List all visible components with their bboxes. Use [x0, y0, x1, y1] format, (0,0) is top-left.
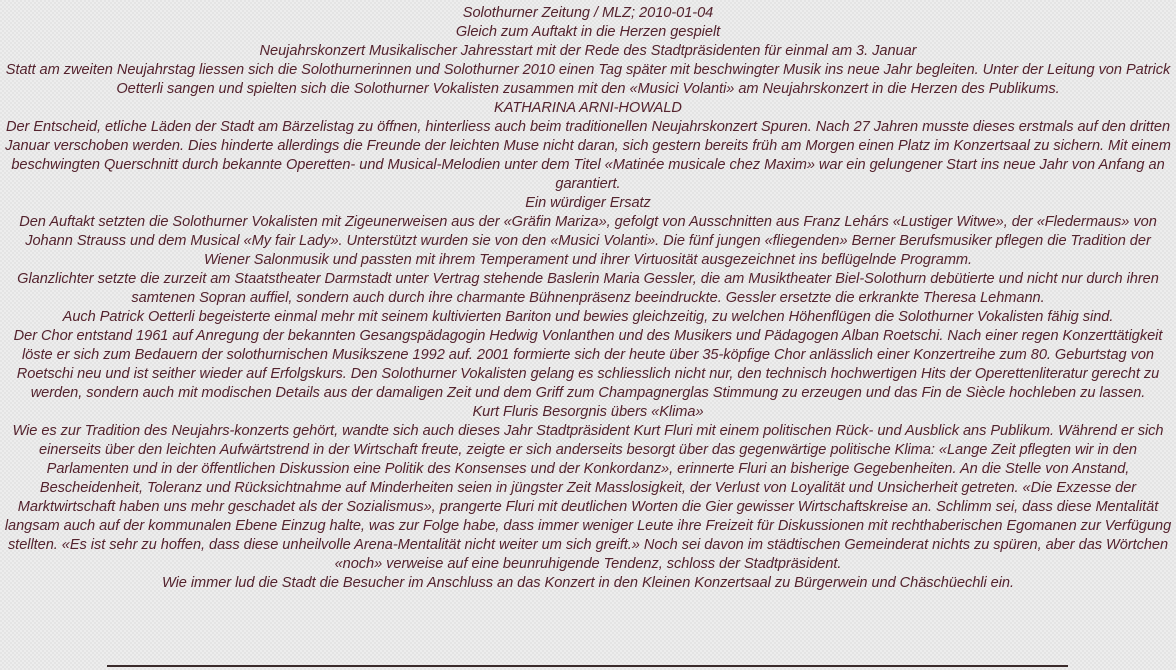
article-paragraph-7: Wie immer lud die Stadt die Besucher im Anschluss an das Konzert in den Kleinen Konzertsaal zu Bürgerwein und Chäschüechli ein. — [161, 575, 1015, 591]
article-paragraph-1: Der Entscheid, etliche Läden der Stadt am Bärzelistag zu öffnen, hinterliess auch beim traditionellen Neujahrskonzert Spuren. Nach 27 Jahren musste dieses erstmals auf den dritten Januar verschoben werden. Dies hinderte allerdings die Freunde der leichten Muse nicht daran, sich gestern bereits früh am Morgen einen Platz im Konzertsaal zu sichern. Mit einem beschwingten Querschnitt durch bekannte Operetten- und Musical-Melodien unter dem Titel «Matinée musicale chez Maxim» war ein gelungener Start ins neue Jahr von Anfang an garantiert. — [5, 119, 1171, 192]
article-paragraph-5: Der Chor entstand 1961 auf Anregung der bekannten Gesangspädagogin Hedwig Vonlanthen und des Musikers und Pädagogen Alban Roetschi. Nach einer regen Konzerttätigkeit löste er sich zum Bedauern der solothurnischen Musikszene 1992 auf. 2001 formierte sich der heute über 35-köpfige Chor anlässlich einer Konzertreihe zum 80. Geburtstag von Roetschi neu und ist seither wieder auf Erfolgskurs. Den Solothurner Vokalisten gelang es schliesslich nicht nur, den technisch hochwertigen Hits der Operettenliteratur gerecht zu werden, sondern auch mit modischen Details aus der damaligen Zeit und dem Griff zum Champagnerglas Stimmung zu erzeugen und das Fin de Siècle hochleben zu lassen. — [13, 328, 1163, 401]
article-heading-2: Kurt Fluris Besorgnis übers «Klima» — [472, 404, 704, 420]
article-paragraph-3: Glanzlichter setzte die zurzeit am Staatstheater Darmstadt unter Vertrag stehende Baslerin Maria Gessler, die am Musiktheater Biel-Solothurn debütierte und nicht nur durch ihren samtenen Sopran auffiel, sondern auch durch ihre charmante Bühnenpräsenz beeindruckte. Gessler ersetzte die erkrankte Theresa Lehmann. — [17, 271, 1159, 306]
article-lead: Statt am zweiten Neujahrstag liessen sich die Solothurnerinnen und Solothurner 2010 einen Tag später mit beschwingter Musik ins neue Jahr begleiten. Unter der Leitung von Patrick Oetterli sangen und spielten sich die Solothurner Vokalisten zusammen mit den «Musici Volanti» am Neujahrskonzert in die Herzen des Publikums. — [5, 62, 1171, 97]
article-paragraph-6: Wie es zur Tradition des Neujahrs-konzerts gehört, wandte sich auch dieses Jahr Stadtpräsident Kurt Fluri mit einem politischen Rück- und Ausblick ans Publikum. Während er sich einerseits über den leichten Aufwärtstrend in der Wirtschaft freute, zeigte er sich anderseits besorgt über das gegenwärtige politische Klima: «Lange Zeit pflegten wir in den Parlamenten und in der öffentlichen Diskussion eine Politik des Konsenses und der Konkordanz», erinnerte Fluri an bisherige Gegebenheiten. An die Stelle von Anstand, Bescheidenheit, Toleranz und Rücksichtnahme auf Minderheiten seien in jüngster Zeit Masslosigkeit, der Verlust von Loyalität und Unsicherheit getreten. «Die Exzesse der Marktwirtschaft haben uns mehr geschadet als der Sozialismus», prangerte Fluri mit deutlichen Worten die Gier gewisser Wirtschaftskreise an. Schlimm sei, dass diese Mentalität langsam auch auf der kommunalen Ebene Einzug halte, was zur Folge habe, dass immer weniger Leute ihre Freizeit für Diskussionen mit rechthaberischen Egomanen zur Verfügung stellten. «Es ist sehr zu hoffen, dass diese unheilvolle Arena-Mentalität nicht weiter um sich greift.» Noch sei davon im städtischen Gemeinderat nichts zu spüren, aber das Wörtchen «noch» verweise auf eine beunruhigende Tendenz, schloss der Stadtpräsident. — [4, 423, 1172, 572]
bottom-divider — [107, 665, 1068, 667]
article-source: Solothurner Zeitung / MLZ; 2010-01-04 — [462, 5, 714, 21]
article-author: KATHARINA ARNI-HOWALD — [494, 100, 682, 116]
article-headline: Gleich zum Auftakt in die Herzen gespielt — [455, 24, 721, 40]
article-paragraph-2: Den Auftakt setzten die Solothurner Vokalisten mit Zigeunerweisen aus der «Gräfin Mariza», gefolgt von Ausschnitten aus Franz Lehárs «Lustiger Witwe», der «Fledermaus» von Johann Strauss und dem Musical «My fair Lady». Unterstützt wurden sie von den «Musici Volanti». Die fünf jungen «fliegenden» Berner Berufsmusiker pflegen die Tradition der Wiener Salonmusik und passten mit ihrem Temperament und ihrer Virtuosität ausgezeichnet ins beflügelnde Programm. — [19, 214, 1157, 268]
article-heading-1: Ein würdiger Ersatz — [525, 195, 651, 211]
article-paragraph-4: Auch Patrick Oetterli begeisterte einmal mehr mit seinem kultivierten Bariton und bewies gleichzeitig, zu welchen Höhenflügen die Solothurner Vokalisten fähig sind. — [62, 309, 1114, 325]
article-subheadline: Neujahrskonzert Musikalischer Jahresstart mit der Rede des Stadtpräsidenten für einmal am 3. Januar — [259, 43, 917, 59]
